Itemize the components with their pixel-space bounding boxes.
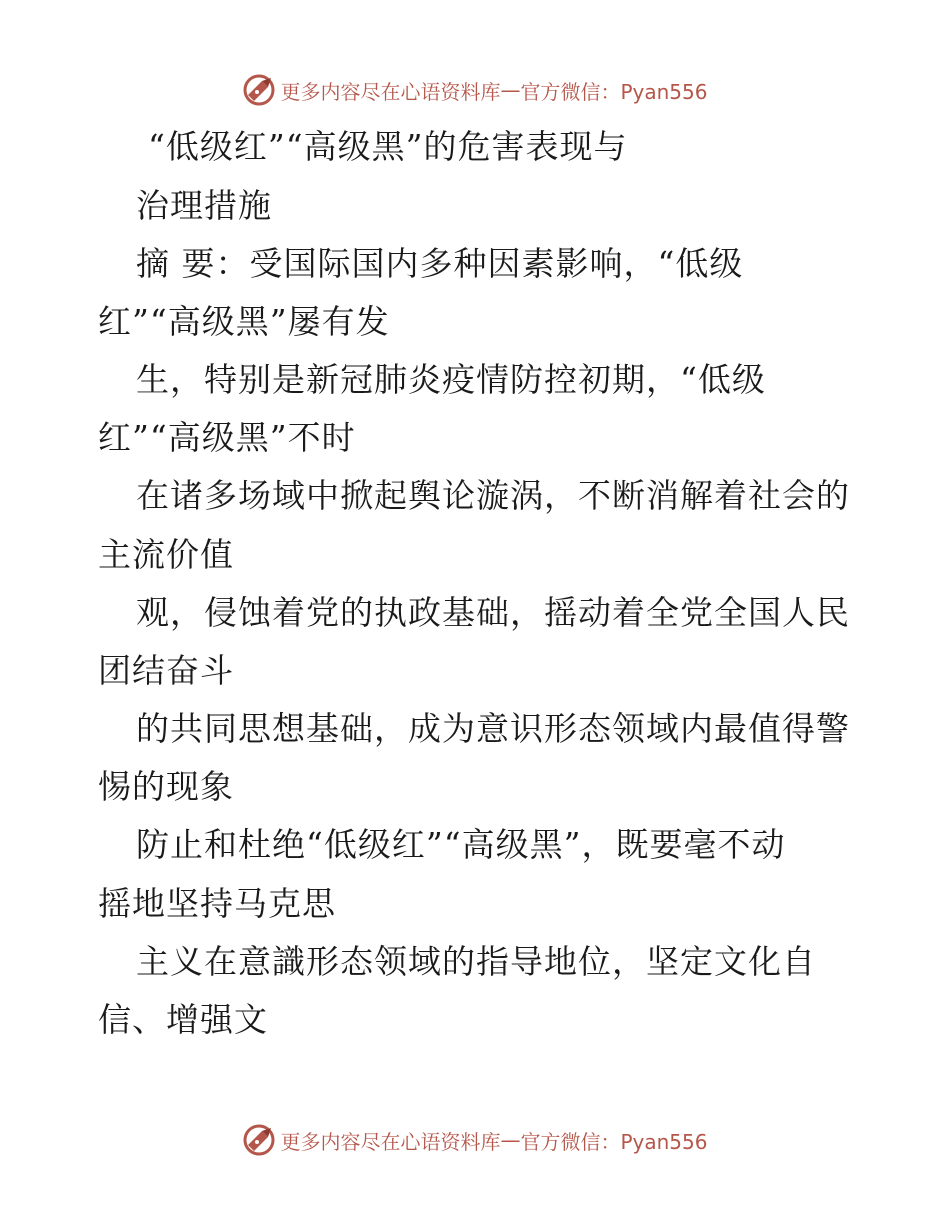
abstract-line: 防止和杜绝“低级红”“高级黑”，既要毫不动 bbox=[136, 825, 786, 864]
footer-watermark bbox=[0, 1120, 950, 1160]
watermark-separator: — bbox=[500, 78, 521, 102]
watermark-brand-text: 更多内容尽在心语资料库 bbox=[280, 79, 501, 104]
watermark-separator: — bbox=[500, 1128, 521, 1152]
abstract-line: 主流价值 bbox=[98, 535, 234, 574]
abstract-line: 惕的现象 bbox=[98, 767, 234, 806]
abstract-line: 在诸多场域中掀起舆论漩涡，不断消解着社会的 bbox=[136, 476, 850, 515]
abstract-line: 团结奋斗 bbox=[98, 651, 234, 690]
abstract-line: 红”“高级黑”不时 bbox=[98, 418, 356, 457]
document-title-line-2: 治理措施 bbox=[136, 186, 272, 225]
watermark-contact-text: 官方微信：Pyan556 bbox=[520, 1129, 708, 1154]
abstract-line: 红”“高级黑”屡有发 bbox=[98, 302, 390, 341]
pen-nib-circle-icon bbox=[242, 1123, 276, 1157]
abstract-line: 信、增强文 bbox=[98, 1000, 268, 1039]
watermark-brand-text: 更多内容尽在心语资料库 bbox=[280, 1129, 501, 1154]
watermark-contact-text: 官方微信：Pyan556 bbox=[520, 79, 708, 104]
header-watermark bbox=[0, 70, 950, 110]
pen-nib-circle-icon bbox=[242, 73, 276, 107]
abstract-line: 摇地坚持马克思 bbox=[98, 884, 336, 923]
abstract-line: 生，特别是新冠肺炎疫情防控初期，“低级 bbox=[136, 360, 766, 399]
abstract-line: 的共同思想基础，成为意识形态领域内最值得警 bbox=[136, 709, 850, 748]
document-title-line-1: “低级红”“高级黑”的危害表现与 bbox=[148, 127, 628, 166]
abstract-line: 观，侵蚀着党的执政基础，摇动着全党全国人民 bbox=[136, 593, 850, 632]
abstract-line: 主义在意識形态领域的指导地位，坚定文化自 bbox=[136, 942, 816, 981]
abstract-line: 摘 要：受国际国内多种因素影响，“低级 bbox=[136, 244, 744, 283]
